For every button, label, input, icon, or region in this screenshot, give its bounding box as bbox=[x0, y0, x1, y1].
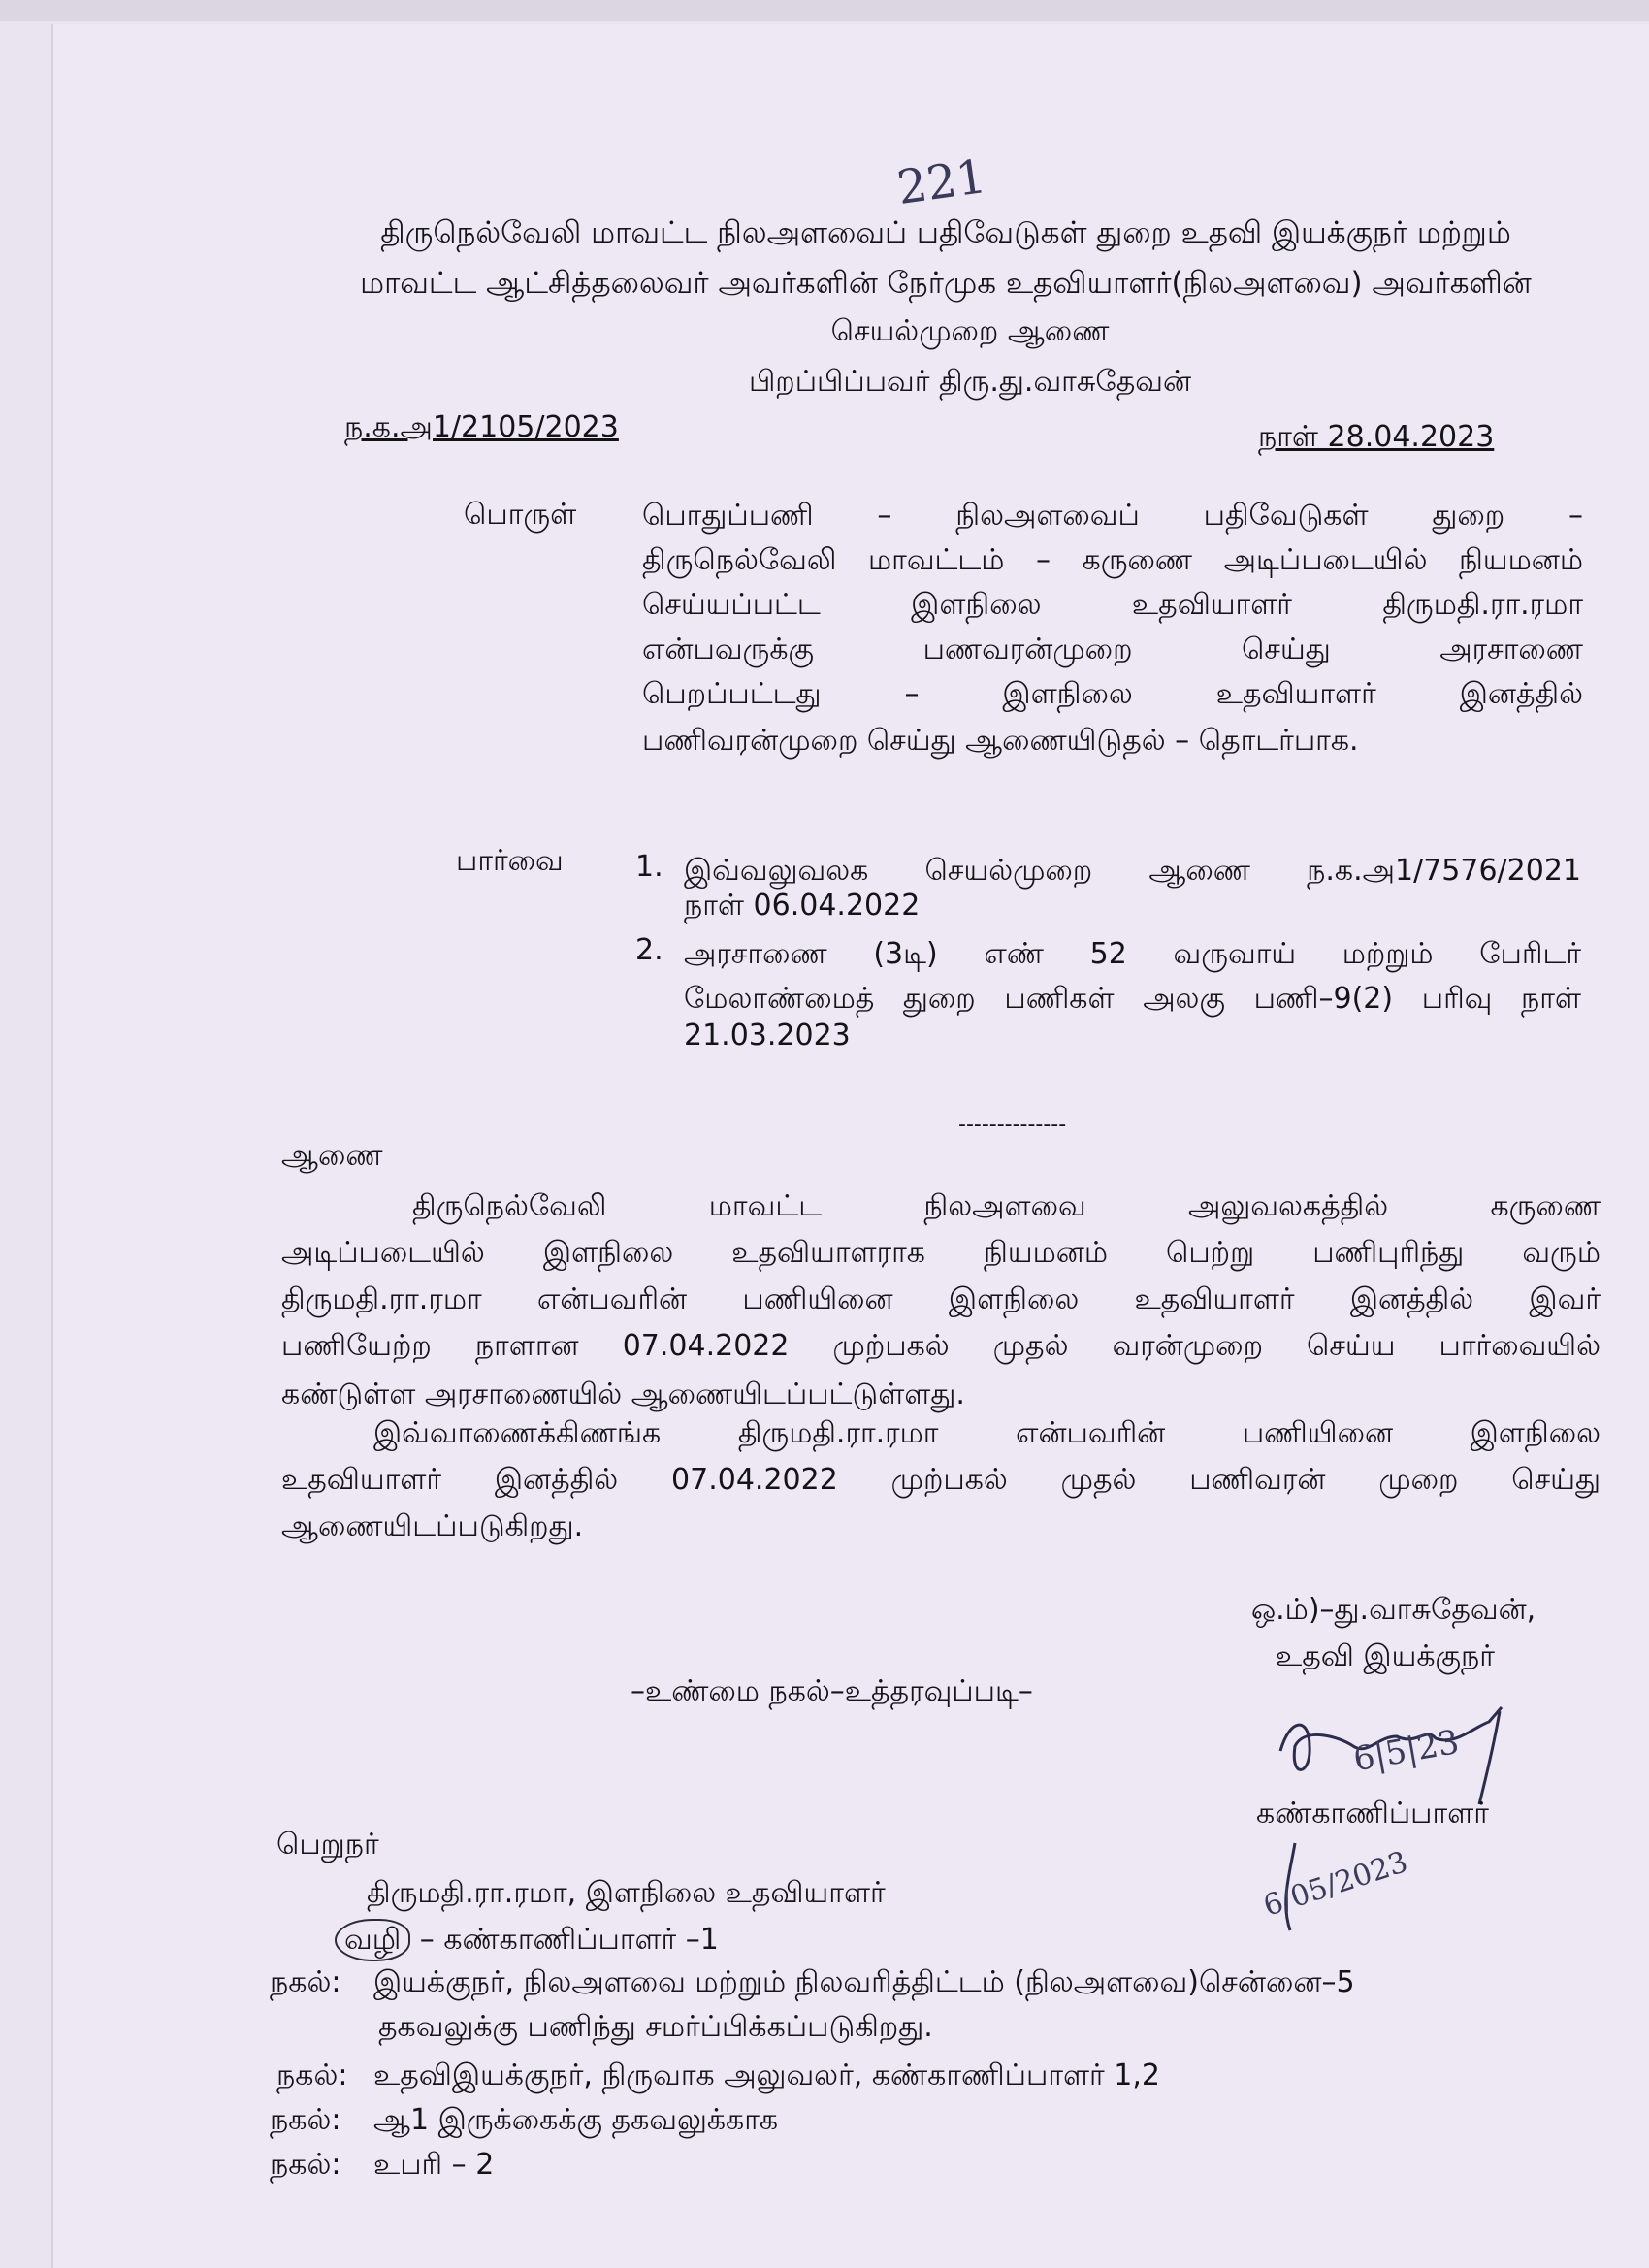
reference-item-number: 1. bbox=[635, 850, 663, 884]
copy-text: இயக்குநர், நிலஅளவை மற்றும் நிலவரித்திட்டம் (நிலஅளவை)சென்னை–5 bbox=[373, 1965, 1355, 1999]
recipient-line-2 bbox=[335, 1919, 719, 1961]
reference-item-line: அரசாணை (3டி) எண் 52 வருவாய் மற்றும் பேரிடர் bbox=[684, 937, 1581, 971]
header-line-2: மாவட்ட ஆட்சித்தலைவர் அவர்களின் நேர்முக உதவியாளர்(நிலஅளவை) அவர்களின் bbox=[360, 266, 1532, 301]
order-line: கண்டுள்ள அரசாணையில் ஆணையிடப்பட்டுள்ளது. bbox=[281, 1377, 965, 1411]
copy-label: நகல்: bbox=[270, 1965, 341, 1999]
reference-item-line: நாள் 06.04.2022 bbox=[684, 889, 921, 923]
header-line-4: பிறப்பிப்பவர் திரு.து.வாசுதேவன் bbox=[748, 365, 1192, 399]
header-line-3: செயல்முறை ஆணை bbox=[830, 314, 1110, 348]
scan-top-band bbox=[0, 0, 1649, 21]
order-line: திருநெல்வேலி மாவட்ட நிலஅளவை அலுவலகத்தில் கருணை bbox=[412, 1189, 1600, 1223]
handwritten-date-2: 6/05/2023 bbox=[1259, 1845, 1412, 1924]
reference-item-line: மேலாண்மைத் துறை பணிகள் அலகு பணி–9(2) பரிவு நாள் bbox=[684, 982, 1581, 1016]
via-target: – கண்காணிப்பாளர் –1 bbox=[410, 1923, 719, 1957]
copy-label: நகல்: bbox=[270, 2103, 341, 2137]
copy-text: தகவலுக்கு பணிந்து சமர்ப்பிக்கப்படுகிறது. bbox=[378, 2010, 933, 2044]
recipient-line-1: திருமதி.ரா.ரமா, இளநிலை உதவியாளர் bbox=[367, 1876, 886, 1910]
reference-item-line: 21.03.2023 bbox=[684, 1019, 851, 1053]
true-copy-line: –உண்மை நகல்–உத்தரவுப்படி– bbox=[630, 1674, 1033, 1708]
signatory-designation: உதவி இயக்குநர் bbox=[1276, 1639, 1495, 1673]
reference-label: பார்வை bbox=[456, 844, 564, 878]
order-line: உதவியாளர் இனத்தில் 07.04.2022 முற்பகல் முதல் பணிவரன் முறை செய்து bbox=[281, 1463, 1600, 1497]
subject-line: பெறப்பட்டது – இளநிலை உதவியாளர் இனத்தில் bbox=[642, 677, 1583, 711]
reference-item-number: 2. bbox=[635, 933, 663, 967]
order-line: அடிப்படையில் இளநிலை உதவியாளராக நியமனம் பெற்று பணிபுரிந்து வரும் bbox=[281, 1236, 1600, 1270]
order-line: திருமதி.ரா.ரமா என்பவரின் பணியினை இளநிலை உதவியாளர் இனத்தில் இவர் bbox=[281, 1282, 1600, 1316]
subject-label: பொருள் bbox=[464, 498, 577, 532]
order-date: நாள் 28.04.2023 bbox=[1258, 420, 1495, 454]
attestation-designation: கண்காணிப்பாளர் bbox=[1256, 1797, 1489, 1831]
handwritten-date-1: 6|5|23 bbox=[1350, 1722, 1463, 1780]
subject-line: என்பவருக்கு பணவரன்முறை செய்து அரசாணை bbox=[642, 632, 1583, 666]
copy-text: உபரி – 2 bbox=[373, 2148, 495, 2182]
order-label: ஆணை bbox=[281, 1139, 383, 1173]
subject-line: பொதுப்பணி – நிலஅளவைப் பதிவேடுகள் துறை – bbox=[642, 499, 1583, 533]
section-divider: -------------- bbox=[958, 1113, 1067, 1137]
order-line: இவ்வாணைக்கிணங்க திருமதி.ரா.ரமா என்பவரின் பணியினை இளநிலை bbox=[373, 1416, 1600, 1450]
copy-label: நகல்: bbox=[270, 2148, 341, 2182]
via-label: வழி bbox=[335, 1919, 410, 1961]
subject-line: பணிவரன்முறை செய்து ஆணையிடுதல் – தொடர்பாக. bbox=[642, 724, 1359, 758]
copy-label: நகல்: bbox=[276, 2058, 348, 2092]
subject-line: திருநெல்வேலி மாவட்டம் – கருணை அடிப்படையில் நியமனம் bbox=[642, 543, 1583, 577]
reference-number: ந.க.அ1/2105/2023 bbox=[344, 410, 619, 444]
reference-item-line: இவ்வலுவலக செயல்முறை ஆணை ந.க.அ1/7576/2021 bbox=[684, 854, 1581, 888]
copy-text: ஆ1 இருக்கைக்கு தகவலுக்காக bbox=[373, 2103, 779, 2137]
handwritten-number: 221 bbox=[893, 148, 990, 216]
order-line: பணியேற்ற நாளான 07.04.2022 முற்பகல் முதல் வரன்முறை செய்ய பார்வையில் bbox=[281, 1329, 1600, 1363]
recipient-label: பெறுநர் bbox=[276, 1828, 379, 1862]
copy-text: உதவிஇயக்குநர், நிருவாக அலுவலர், கண்காணிப்பாளர் 1,2 bbox=[373, 2058, 1160, 2092]
order-line: ஆணையிடப்படுகிறது. bbox=[281, 1509, 584, 1543]
signatory-name: ஒ.ம்)–து.வாசுதேவன், bbox=[1251, 1593, 1536, 1627]
header-line-1: திருநெல்வேலி மாவட்ட நிலஅளவைப் பதிவேடுகள் துறை உதவி இயக்குநர் மற்றும் bbox=[380, 215, 1511, 250]
subject-line: செய்யப்பட்ட இளநிலை உதவியாளர் திருமதி.ரா.ரமா bbox=[642, 588, 1583, 622]
